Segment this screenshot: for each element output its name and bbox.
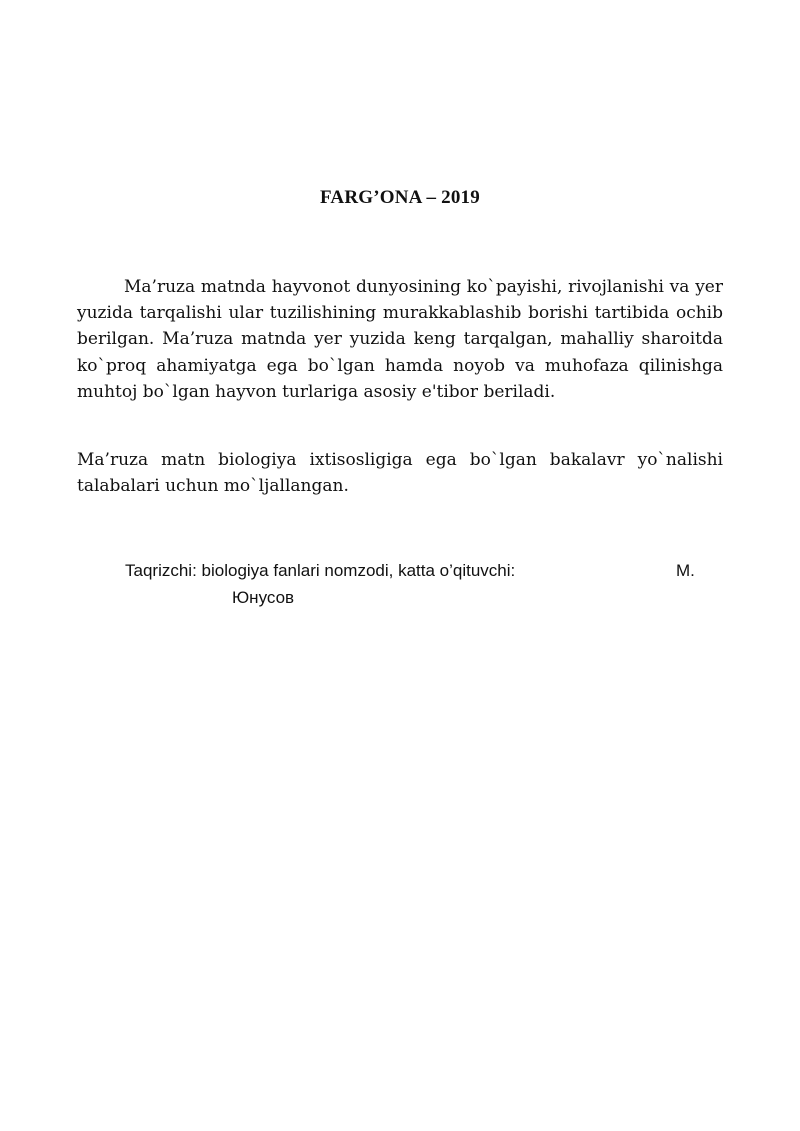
document-title: FARG’ONA – 2019 [320,187,480,208]
reviewer-initial: M. [676,561,695,580]
annotation-paragraph: Ma’ruza matnda hayvonot dunyosining ko`payishi, rivojlanishi va yer yuzida tarqalishi ular tuzilishining murakkablashib borishi tartibida ochib berilgan. Ma’ruza matnda yer yuzida keng tarqalgan, mahalliy sharoitda ko`proq ahamiyatga ega bo`lgan hamda noyob va muhofaza qilinishga muhtoj bo`lgan hayvon turlariga asosiy e'tibor beriladi. [77,277,723,402]
audience-paragraph: Ma’ruza matn biologiya ixtisosligiga ega bo`lgan bakalavr yo`nalishi talabalari uchun mo`ljallangan. [77,450,723,497]
reviewer-label: Taqrizchi: biologiya fanlari nomzodi, katta o’qituvchi: [125,561,516,580]
reviewer-surname: Юнусов [232,588,295,607]
